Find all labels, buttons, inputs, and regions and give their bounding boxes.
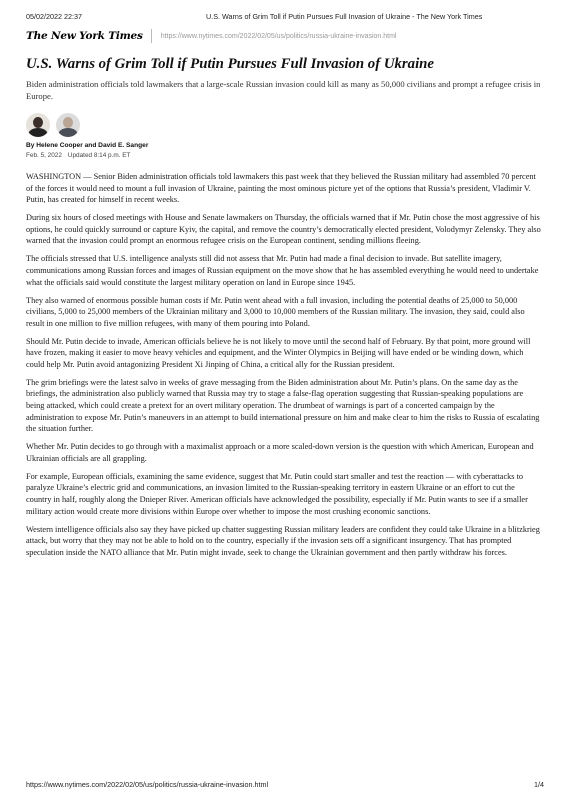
- footer-url: https://www.nytimes.com/2022/02/05/us/politics/russia-ukraine-invasion.html: [26, 780, 269, 789]
- page-number: 1/4: [534, 780, 544, 789]
- print-footer: [26, 780, 544, 792]
- article-paragraph: Whether Mr. Putin decides to go through with a maximalist approach or a more scaled-down version is the question with which American, European and Ukrainian officials are all grappling.: [26, 442, 534, 463]
- article-paragraph: The officials stressed that U.S. intelligence analysts still did not assess that Mr. Putin had made a final decision to invade. But satellite imagery, communications among Russian forces and images of Russian equipment on the move show that he has assembled everything he would need to undertake what the officials said would constitute the largest military operation on land in Europe since 1945.: [26, 254, 539, 287]
- print-header: [26, 12, 544, 24]
- article-paragraph: For example, European officials, examining the same evidence, suggest that Mr. Putin could start smaller and test the reaction — with cyberattacks to paralyze Ukraine’s electric grid and communications, an invasion limited to the Russian-speaking territory in eastern Ukraine or an effort to cut the country in half, roughly along the Dnieper River. American officials have acknowledged the possibility, especially if Mr. Putin wants to see if a smaller military action would create more divisions within Europe over whether to impose the most crushing economic sanctions.: [26, 471, 528, 516]
- article-paragraph: The grim briefings were the latest salvo in weeks of grave messaging from the Biden administration about Mr. Putin’s plans. On the same day as the briefings, the administration also publicly warned that Russia may try to stage a false-flag operation suggesting that Russian-speaking populations are being attacked, which could create a pretext for an overt military operation. The drumbeat of warnings is part of a concerted campaign by the administration to expose Mr. Putin’s maneuvers in an attempt to build international pressure on him and make clear to him the risks to Russia of escalating the situation further.: [26, 377, 540, 434]
- byline: By Helene Cooper and David E. Sanger: [26, 142, 149, 149]
- masthead: [26, 28, 397, 44]
- article-paragraph: WASHINGTON — Senior Biden administration officials told lawmakers this past week that they believed the Russian military had assembled 70 percent of the forces it would need to mount a full invasion of Ukraine, painting the most ominous picture yet of the options that Russia’s president, Vladimir V. Putin, has created for himself in recent weeks.: [26, 172, 536, 205]
- article-paragraph: Should Mr. Putin decide to invade, American officials believe he is not likely to move until the second half of February. By that point, more ground will have frozen, making it easier to move heavy vehicles and equipment, and the Winter Olympics in Beijing will have ended or be winding down, which could help Mr. Putin avoid antagonizing President Xi Jinping of China, a critical ally for the Russian president.: [26, 336, 531, 369]
- dateline: [26, 152, 130, 159]
- article-paragraph: Western intelligence officials also say they have picked up chatter suggesting Russian military leaders are confident they could take Ukraine in a blitzkrieg attack, but worry that they may not be able to hold on to the country, especially if the invasion sets off a significant insurgency. That has prompted speculation inside the NATO alliance that Mr. Putin might invade, seek to change the Ukrainian government and then partly withdraw his forces.: [26, 524, 540, 557]
- print-page-title: U.S. Warns of Grim Toll if Putin Pursues Full Invasion of Ukraine - The New York Times: [206, 12, 483, 21]
- updated-time: Updated 8:14 p.m. ET: [67, 152, 131, 159]
- article-summary: Biden administration officials told lawmakers that a large-scale Russian invasion could kill as many as 50,000 civilians and prompt a refugee crisis in Europe.: [26, 79, 541, 101]
- article-paragraph: They also warned of enormous possible human costs if Mr. Putin went ahead with a full invasion, including the potential deaths of 25,000 to 50,000 civilians, 5,000 to 25,000 members of the Ukrainian military and 3,000 to 10,000 members of the Russian military. The invasion, they said, could also result in one million to five million refugees, with many of them pouring into Poland.: [26, 295, 525, 328]
- author-avatar-helene-cooper[interactable]: [26, 113, 50, 137]
- author-avatar-david-sanger[interactable]: [56, 113, 80, 137]
- masthead-divider: [151, 29, 152, 43]
- print-datetime: 05/02/2022 22:37: [26, 12, 82, 21]
- article-url[interactable]: https://www.nytimes.com/2022/02/05/us/politics/russia-ukraine-invasion.html: [160, 32, 397, 40]
- article-paragraph: During six hours of closed meetings with House and Senate lawmakers on Thursday, the officials warned that if Mr. Putin chose the most aggressive of his options, he could quickly surround or capture Kyiv, the capital, and remove the country’s democratically elected president, Volodymyr Zelensky. They also warned that the invasion could prompt an enormous refugee crisis on the European continent, sending millions fleeing.: [26, 213, 541, 246]
- article-body: [26, 171, 542, 565]
- author-avatars: [26, 113, 80, 137]
- nyt-logo[interactable]: The New York Times: [26, 30, 143, 42]
- publish-date: Feb. 5, 2022: [26, 152, 62, 159]
- article-headline: U.S. Warns of Grim Toll if Putin Pursues Full Invasion of Ukraine: [26, 56, 434, 72]
